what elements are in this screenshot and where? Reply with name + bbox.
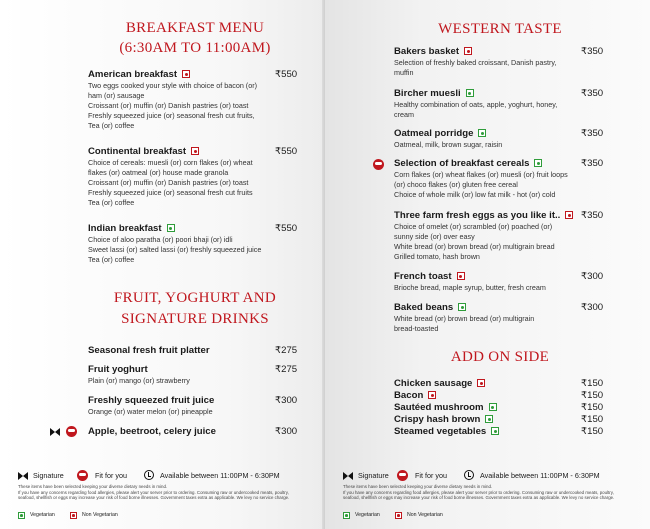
menu-item-french-toast [394, 270, 604, 293]
item-name: Continental breakfast [88, 146, 187, 157]
item-price: ₹350 [581, 88, 604, 99]
item-name: Chicken sausage [394, 378, 473, 389]
item-description: sunny side (or) over easy [394, 232, 475, 241]
menu-item-apple-beetroot-juice [88, 425, 298, 438]
item-description: White bread (or) brown bread (or) multigrain bread [394, 242, 555, 251]
item-price: ₹150 [581, 378, 604, 389]
item-price: ₹300 [275, 426, 298, 437]
item-description: Sweet lassi (or) salted lassi (or) freshly squeezed juice [88, 245, 262, 254]
vegetarian-icon [478, 129, 486, 137]
item-description: Selection of freshly baked croissant, Danish pastry, [394, 58, 557, 67]
item-price: ₹275 [275, 364, 298, 375]
item-price: ₹150 [581, 426, 604, 437]
add-on-side-title: ADD ON SIDE [450, 349, 550, 365]
fruit-title-line-2: SIGNATURE DRINKS [121, 311, 269, 327]
item-description: Plain (or) mango (or) strawberry [88, 376, 190, 385]
item-description: Two eggs cooked your style with choice of bacon (or) [88, 81, 257, 90]
item-description: Tea (or) coffee [88, 255, 135, 264]
item-description: Choice of whole milk (or) low fat milk - hot (or) cold [394, 190, 556, 199]
non-vegetarian-icon [182, 70, 190, 78]
item-name: Selection of breakfast cereals [394, 158, 530, 169]
item-name: Three farm fresh eggs as you like it.. [394, 210, 561, 221]
disclaimer-line: If you have any concerns regarding food allergies, please alert your server prior to ordering. Consuming raw or undercooked meats, poultry, [343, 489, 614, 495]
item-description: muffin [394, 68, 414, 77]
item-price: ₹150 [581, 390, 604, 401]
vegetarian-legend-label: Vegetarian [355, 512, 380, 518]
item-name: American breakfast [88, 69, 178, 80]
item-name: Crispy hash brown [394, 414, 481, 425]
menu-item-steamed-vegetables [394, 425, 604, 438]
item-price: ₹150 [581, 402, 604, 413]
menu-item-american-breakfast [88, 68, 298, 131]
signature-legend-label: Signature [358, 471, 389, 480]
non-vegetarian-icon [457, 272, 465, 280]
item-name: Indian breakfast [88, 223, 162, 234]
item-description: Healthy combination of oats, apple, yoghurt, honey, [394, 100, 558, 109]
breakfast-title-line-1: BREAKFAST MENU [125, 20, 265, 36]
vegetarian-icon [18, 512, 25, 519]
item-description: White bread (or) brown bread (or) multigrain [394, 314, 535, 323]
item-description: Choice of aloo paratha (or) poori bhaji (or) idli [88, 235, 233, 244]
fit-for-you-icon [66, 426, 77, 437]
non-vegetarian-legend-label: Non Vegetarian [82, 512, 118, 518]
menu-item-bircher-muesli [394, 87, 604, 120]
item-name: Steamed vegetables [394, 426, 487, 437]
vegetarian-legend-label: Vegetarian [30, 512, 55, 518]
item-price: ₹550 [275, 146, 298, 157]
item-description: Choice of omelet (or) scrambled (or) poached (or) [394, 222, 553, 231]
menu-item-fruit-yoghurt [88, 363, 298, 386]
item-name: French toast [394, 271, 452, 282]
menu-item-seasonal-fruit-platter [88, 344, 298, 357]
item-name: Freshly squeezed fruit juice [88, 395, 215, 406]
clock-icon [464, 470, 474, 480]
item-price: ₹150 [581, 414, 604, 425]
vegetarian-icon [534, 159, 542, 167]
signature-legend-label: Signature [33, 471, 64, 480]
availability-legend-label: Available between 11:00PM - 6:30PM [480, 471, 600, 480]
item-price: ₹300 [581, 271, 604, 282]
vegetarian-icon [485, 415, 493, 423]
item-name: Fruit yoghurt [88, 364, 148, 375]
non-vegetarian-icon [477, 379, 485, 387]
breakfast-menu-title [95, 18, 295, 58]
item-description: Choice of cereals: muesli (or) corn flakes (or) wheat [88, 158, 253, 167]
item-description: Oatmeal, milk, brown sugar, raisin [394, 140, 503, 149]
non-vegetarian-icon [395, 512, 402, 519]
non-vegetarian-icon [464, 47, 472, 55]
item-description: Croissant (or) muffin (or) Danish pastries (or) toast [88, 101, 249, 110]
item-price: ₹350 [581, 46, 604, 57]
non-vegetarian-icon [565, 211, 573, 219]
disclaimer-line: seafood, shellfish or eggs may increase your risk of food borne illnesses. Government taxes extra as applicable. We levy no service charge. [343, 495, 615, 501]
clock-icon [144, 470, 154, 480]
item-price: ₹550 [275, 69, 298, 80]
menu-item-fruit-juice [88, 394, 298, 417]
item-description: Freshly squeezed juice (or) seasonal fresh cut fruits, [88, 111, 255, 120]
vegetarian-icon [466, 89, 474, 97]
vegetarian-icon [489, 403, 497, 411]
dietary-disclaimer [343, 484, 643, 501]
signature-icon [50, 428, 60, 436]
right-menu-page [325, 0, 650, 529]
item-description: Tea (or) coffee [88, 198, 135, 207]
vegetarian-icon [167, 224, 175, 232]
disclaimer-line: seafood, shellfish or eggs may increase your risk of food borne illnesses. Government taxes extra as applicable. We levy no service charge. [18, 495, 290, 501]
non-vegetarian-icon [428, 391, 436, 399]
item-description: Corn flakes (or) wheat flakes (or) muesli (or) fruit loops [394, 170, 568, 179]
vegetarian-icon [491, 427, 499, 435]
item-price: ₹350 [581, 158, 604, 169]
fruit-title-line-1: FRUIT, YOGHURT AND [113, 290, 277, 306]
fit-for-you-legend-label: Fit for you [95, 471, 127, 480]
vegetarian-icon [343, 512, 350, 519]
menu-item-indian-breakfast [88, 222, 298, 265]
fit-for-you-icon [77, 470, 88, 481]
item-name: Seasonal fresh fruit platter [88, 345, 210, 356]
menu-item-farm-fresh-eggs [394, 209, 604, 262]
menu-item-oatmeal-porridge [394, 127, 604, 150]
item-description: Tea (or) coffee [88, 121, 135, 130]
item-name: Sautéed mushroom [394, 402, 484, 413]
item-name: Bircher muesli [394, 88, 461, 99]
item-description: cream [394, 110, 414, 119]
non-vegetarian-legend-label: Non Vegetarian [407, 512, 443, 518]
item-price: ₹300 [581, 302, 604, 313]
item-name: Baked beans [394, 302, 454, 313]
item-description: Brioche bread, maple syrup, butter, fresh cream [394, 283, 546, 292]
item-description: (or) choco flakes (or) gluten free cereal [394, 180, 518, 189]
availability-legend-label: Available between 11:00PM - 6:30PM [160, 471, 280, 480]
item-description: Croissant (or) muffin (or) Danish pastries (or) toast [88, 178, 249, 187]
fruit-yoghurt-title [95, 288, 295, 330]
fit-for-you-legend-label: Fit for you [415, 471, 447, 480]
item-price: ₹275 [275, 345, 298, 356]
fit-for-you-icon [373, 159, 384, 170]
non-vegetarian-icon [70, 512, 77, 519]
western-taste-title: WESTERN TASTE [438, 21, 562, 37]
vegetarian-icon [458, 303, 466, 311]
item-description: bread-toasted [394, 324, 439, 333]
item-description: Orange (or) water melon (or) pineapple [88, 407, 213, 416]
item-description: Grilled tomato, hash brown [394, 252, 480, 261]
item-price: ₹300 [275, 395, 298, 406]
item-name: Bacon [394, 390, 424, 401]
non-vegetarian-icon [191, 147, 199, 155]
disclaimer-line: If you have any concerns regarding food allergies, please alert your server prior to ordering. Consuming raw or undercooked meats, poultry, [18, 489, 289, 495]
signature-icon [343, 472, 353, 480]
item-description: Freshly squeezed juice (or) seasonal fresh cut fruits [88, 188, 253, 197]
breakfast-title-line-2: (6:30AM TO 11:00AM) [119, 40, 271, 56]
item-name: Bakers basket [394, 46, 460, 57]
item-name: Oatmeal porridge [394, 128, 474, 139]
menu-item-bakers-basket [394, 45, 604, 78]
dietary-disclaimer [18, 484, 318, 501]
disclaimer-line: These items have been selected keeping your diverse dietary needs in mind. [18, 484, 168, 489]
item-price: ₹350 [581, 128, 604, 139]
item-price: ₹550 [275, 223, 298, 234]
item-name: Apple, beetroot, celery juice [88, 426, 216, 437]
disclaimer-line: These items have been selected keeping your diverse dietary needs in mind. [343, 484, 493, 489]
item-description: ham (or) sausage [88, 91, 145, 100]
item-price: ₹350 [581, 210, 604, 221]
menu-item-breakfast-cereals [394, 157, 604, 200]
signature-icon [18, 472, 28, 480]
fit-for-you-icon [397, 470, 408, 481]
item-description: flakes (or) oatmeal (or) house made granola [88, 168, 229, 177]
menu-item-baked-beans [394, 301, 604, 334]
menu-item-continental-breakfast [88, 145, 298, 208]
